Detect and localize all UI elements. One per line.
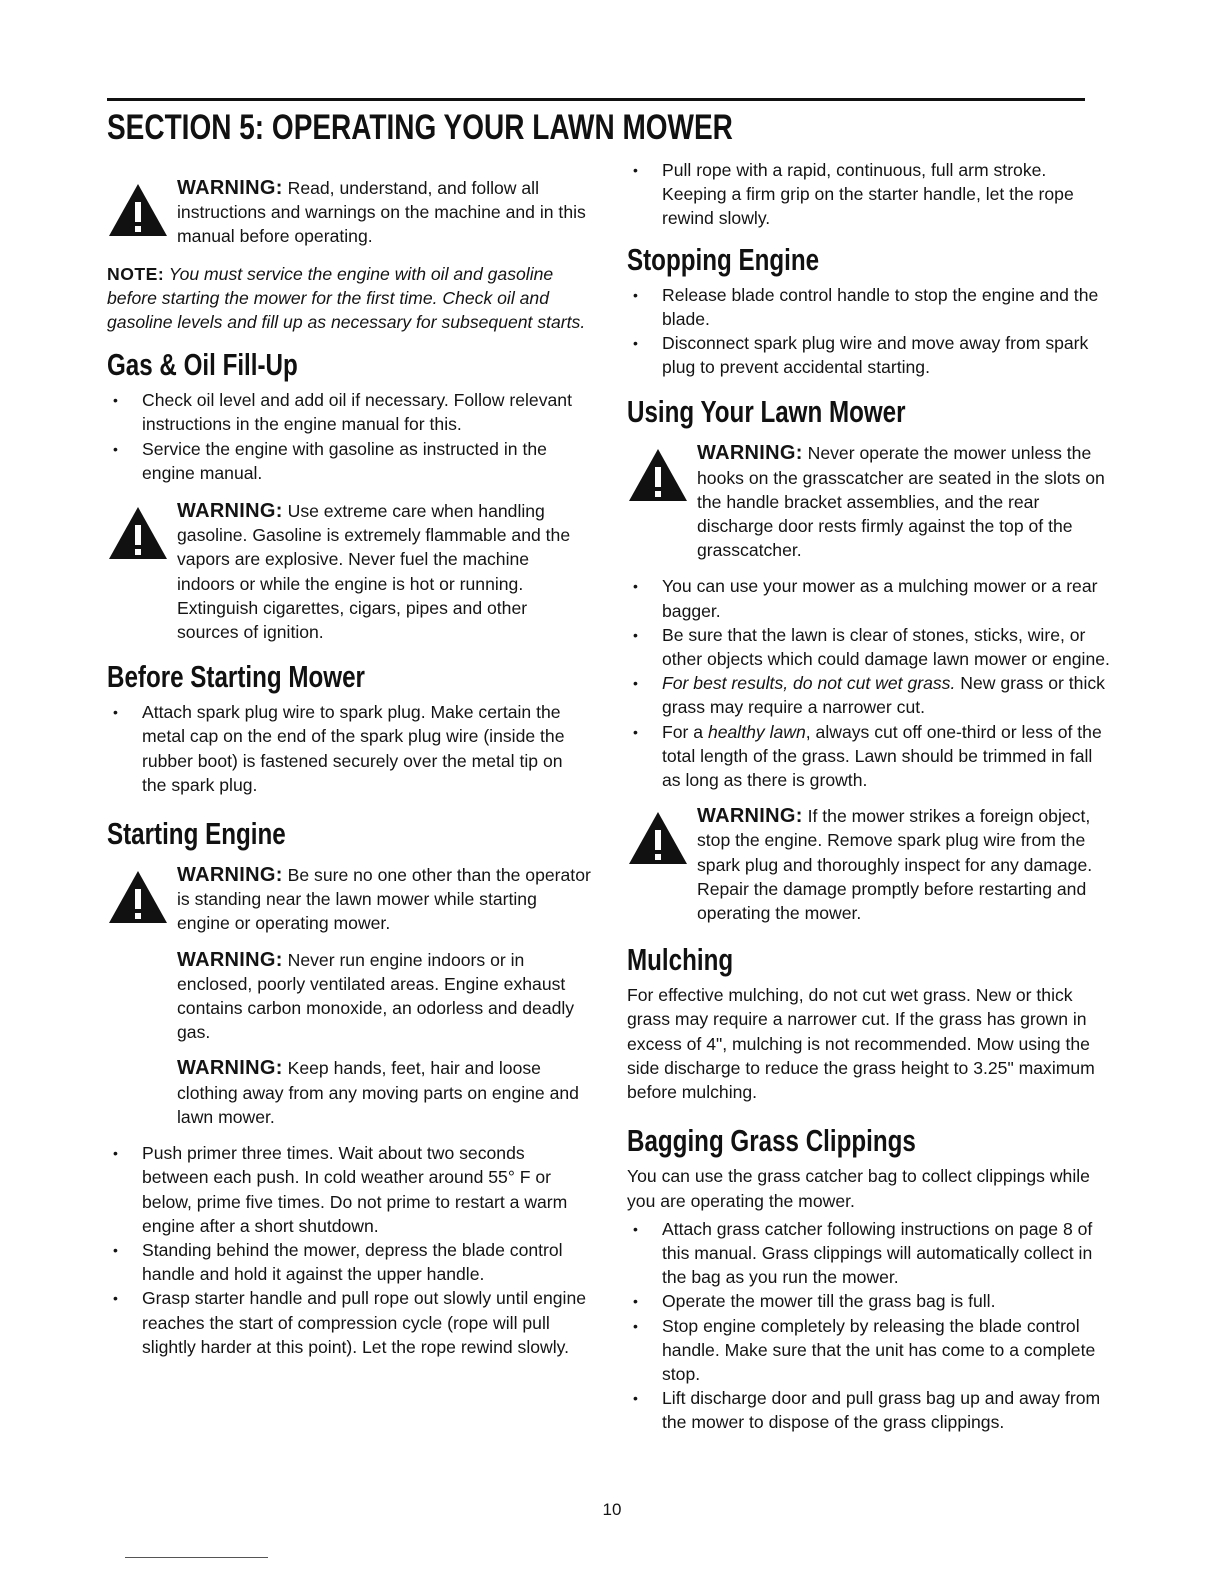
list-item: • Operate the mower till the grass bag is full. [633, 1291, 996, 1312]
list-item: • Standing behind the mower, depress the blade control handle and hold it against the upper handle. [113, 1239, 563, 1285]
warning-triangle-icon [627, 447, 689, 503]
warning-gasoline [107, 499, 591, 644]
list-item: • Be sure that the lawn is clear of stones, sticks, wire, or other objects which could damage lawn mower or engine. [633, 624, 1110, 670]
top-rule [107, 98, 1085, 101]
warning-text: Never run engine indoors or in enclosed, poorly ventilated areas. Engine exhaust contains carbon monoxide, an odorless and deadly gas. [177, 949, 575, 1043]
right-column [627, 155, 1111, 1435]
warning-moving-parts [107, 1056, 591, 1129]
heading-using-mower: Using Your Lawn Mower [627, 394, 906, 430]
heading-before-starting: Before Starting Mower [107, 659, 365, 695]
bagging-bullets [627, 1217, 1111, 1435]
warning-label: WARNING: [177, 1057, 283, 1080]
list-item: • Release blade control handle to stop the engine and the blade. [633, 284, 1099, 329]
list-item: • Disconnect spark plug wire and move away from spark plug to prevent accidental starting. [633, 333, 1089, 378]
note [107, 262, 591, 335]
heading-bagging: Bagging Grass Clippings [627, 1123, 916, 1159]
list-item: • Grasp starter handle and pull rope out slowly until engine reaches the start of compression cycle (rope will pull slightly harder at this point). Let the rope rewind slowly. [113, 1288, 587, 1357]
warning-triangle-icon [107, 869, 169, 925]
warning-text: Be sure no one other than the operator is standing near the lawn mower while starting engine or operating mower. [177, 865, 591, 934]
warning-foreign-object [627, 804, 1111, 925]
using-bullets [627, 574, 1111, 792]
warning-triangle-icon [627, 810, 689, 866]
warning-label: WARNING: [177, 500, 283, 523]
list-item: • For a healthy lawn, always cut off one-third or less of the total length of the grass. Lawn should be trimmed in fall as long as there is growth. [633, 721, 1102, 791]
list-item: • Check oil level and add oil if necessary. Follow relevant instructions in the engine manual for this. [113, 390, 572, 435]
list-item: • Lift discharge door and pull grass bag up and away from the mower to dispose of the grass clippings. [633, 1388, 1101, 1433]
list-item: • Stop engine completely by releasing the blade control handle. Make sure that the unit has come to a complete stop. [633, 1315, 1096, 1384]
warning-exhaust [107, 948, 591, 1045]
warning-label: WARNING: [697, 805, 803, 828]
list-item: • Push primer three times. Wait about two seconds between each push. In cold weather around 55° F or below, prime five times. Do not prime to restart a warm engine after a short shutdown. [113, 1143, 568, 1236]
warning-text: Keep hands, feet, hair and loose clothing away from any moving parts on engine and lawn mower. [177, 1058, 579, 1127]
warning-text: If the mower strikes a foreign object, stop the engine. Remove spark plug wire from the spark plug and thoroughly inspect for any damage. Repair the damage promptly before restarting and operating the mower. [697, 806, 1093, 924]
list-item: • Attach grass catcher following instructions on page 8 of this manual. Grass clippings will automatically collect in the bag as you run the mower. [633, 1218, 1093, 1288]
left-column [107, 155, 591, 1359]
note-text: You must service the engine with oil and gasoline before starting the mower for the first time. Check oil and gasoline levels and fill up as necessary for subsequent starts. [107, 263, 586, 333]
warning-label: WARNING: [697, 442, 803, 465]
heading-stopping-engine: Stopping Engine [627, 241, 820, 277]
heading-gas-oil: Gas & Oil Fill-Up [107, 347, 298, 383]
warning-triangle-icon [107, 505, 169, 561]
warning-label: WARNING: [177, 177, 283, 199]
heading-mulching: Mulching [627, 942, 734, 978]
note-label: NOTE: [107, 263, 165, 284]
list-item: • For best results, do not cut wet grass. New grass or thick grass may require a narrower cut. [633, 673, 1105, 718]
list-item: • Attach spark plug wire to spark plug. Make certain the metal cap on the end of the spark plug wire (inside the rubber boot) is fastened securely over the metal tip on the spark plug. [113, 702, 565, 795]
list-item: • You can use your mower as a mulching mower or a rear bagger. [633, 576, 1098, 621]
gas-oil-bullets [107, 388, 591, 485]
before-starting-bullets [107, 700, 591, 797]
warning-operator [107, 863, 591, 936]
mulching-text: For effective mulching, do not cut wet grass. New or thick grass may require a narrower cut. If the grass has grown in excess of 4", mulching is not recommended. Mow using the side discharge to reduce the grass height to 3.25" maximum before mulching. [627, 985, 1095, 1103]
heading-starting-engine: Starting Engine [107, 816, 286, 852]
warning-text: Never operate the mower unless the hooks on the grasscatcher are seated in the slots on the handle bracket assemblies, and the rear discharge door rests firmly against the top of the grasscatcher. [697, 443, 1105, 561]
warning-grasscatcher [627, 441, 1111, 562]
starting-engine-bullets [107, 1141, 591, 1359]
warning-label: WARNING: [177, 948, 283, 971]
warning-text: Read, understand, and follow all instructions and warnings on the machine and in this manual before operating. [177, 178, 586, 247]
warning-triangle-icon [107, 182, 169, 238]
warning-text: Use extreme care when handling gasoline. Gasoline is extremely flammable and the vapors are explosive. Never fuel the machine indoors or while the engine is hot or running. Extinguish cigarettes, cigars, pipes and other sources of ignition. [177, 501, 571, 643]
footer-link-underline[interactable] [125, 1557, 268, 1558]
list-item: • Pull rope with a rapid, continuous, full arm stroke. Keeping a firm grip on the starter handle, let the rope rewind slowly. [633, 160, 1074, 229]
warning-intro [107, 176, 591, 249]
page-number: 10 [602, 1500, 622, 1519]
list-item: • Service the engine with gasoline as instructed in the engine manual. [113, 438, 547, 483]
warning-label: WARNING: [177, 864, 283, 887]
bagging-text: You can use the grass catcher bag to collect clippings while you are operating the mower. [627, 1166, 1090, 1211]
stopping-bullets [627, 283, 1111, 380]
section-title: SECTION 5: OPERATING YOUR LAWN MOWER [107, 108, 733, 147]
continued-bullets [627, 158, 1111, 231]
